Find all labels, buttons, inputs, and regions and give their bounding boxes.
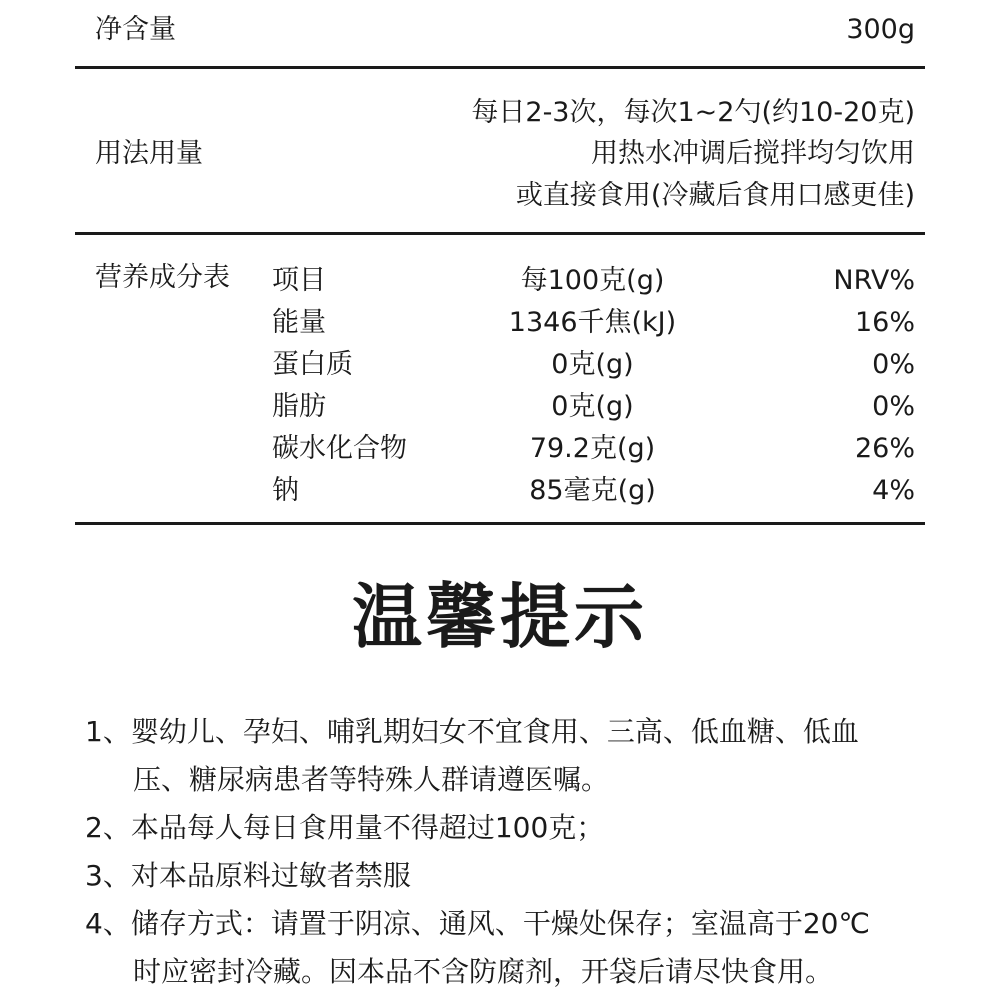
tip-3-line-1: 3、对本品原料过敏者禁服 [85, 859, 411, 892]
tip-4-line-2: 时应密封冷藏。因本品不含防腐剂，开袋后请尽快食用。 [133, 955, 834, 988]
nutrition-row-carbs-item: 碳水化合物 [272, 433, 407, 464]
divider-1 [75, 66, 925, 69]
nutrition-row-sodium-nrv: 4% [872, 475, 915, 506]
usage-line-1: 每日2-3次，每次1~2勺(约10-20克) [471, 97, 915, 128]
net-content-value: 300g [846, 14, 915, 45]
tip-4-line-1: 4、储存方式：请置于阴凉、通风、干燥处保存；室温高于20℃ [85, 907, 870, 940]
usage-label: 用法用量 [95, 138, 203, 169]
nutrition-row-protein-nrv: 0% [872, 349, 915, 380]
tip-2-line-1: 2、本品每人每日食用量不得超过100克； [85, 811, 605, 844]
tip-1-line-1: 1、婴幼儿、孕妇、哺乳期妇女不宜食用、三高、低血糖、低血 [85, 715, 859, 748]
nutrition-row-fat-item: 脂肪 [272, 391, 326, 422]
tips-title: 温馨提示 [352, 576, 648, 658]
net-content-label: 净含量 [95, 14, 176, 45]
divider-2 [75, 232, 925, 235]
usage-line-2: 用热水冲调后搅拌均匀饮用 [591, 138, 915, 169]
divider-3 [75, 522, 925, 525]
usage-line-3: 或直接食用(冷藏后食用口感更佳) [515, 180, 915, 211]
nutrition-row-protein-value: 0克(g) [551, 349, 634, 380]
nutrition-row-energy-item: 能量 [272, 307, 326, 338]
nutrition-row-fat-nrv: 0% [872, 391, 915, 422]
nutrition-header-nrv: NRV% [833, 265, 915, 296]
nutrition-row-energy-value: 1346千焦(kJ) [508, 307, 677, 338]
nutrition-label: 营养成分表 [95, 262, 230, 293]
nutrition-header-per100: 每100克(g) [520, 265, 665, 296]
nutrition-row-sodium-value: 85毫克(g) [529, 475, 656, 506]
nutrition-row-carbs-nrv: 26% [854, 433, 915, 464]
nutrition-row-fat-value: 0克(g) [551, 391, 634, 422]
nutrition-row-protein-item: 蛋白质 [272, 349, 353, 380]
nutrition-row-energy-nrv: 16% [854, 307, 915, 338]
tip-1-line-2: 压、糖尿病患者等特殊人群请遵医嘱。 [133, 763, 610, 796]
nutrition-header-item: 项目 [272, 265, 326, 296]
nutrition-row-carbs-value: 79.2克(g) [529, 433, 656, 464]
nutrition-row-sodium-item: 钠 [272, 475, 299, 506]
